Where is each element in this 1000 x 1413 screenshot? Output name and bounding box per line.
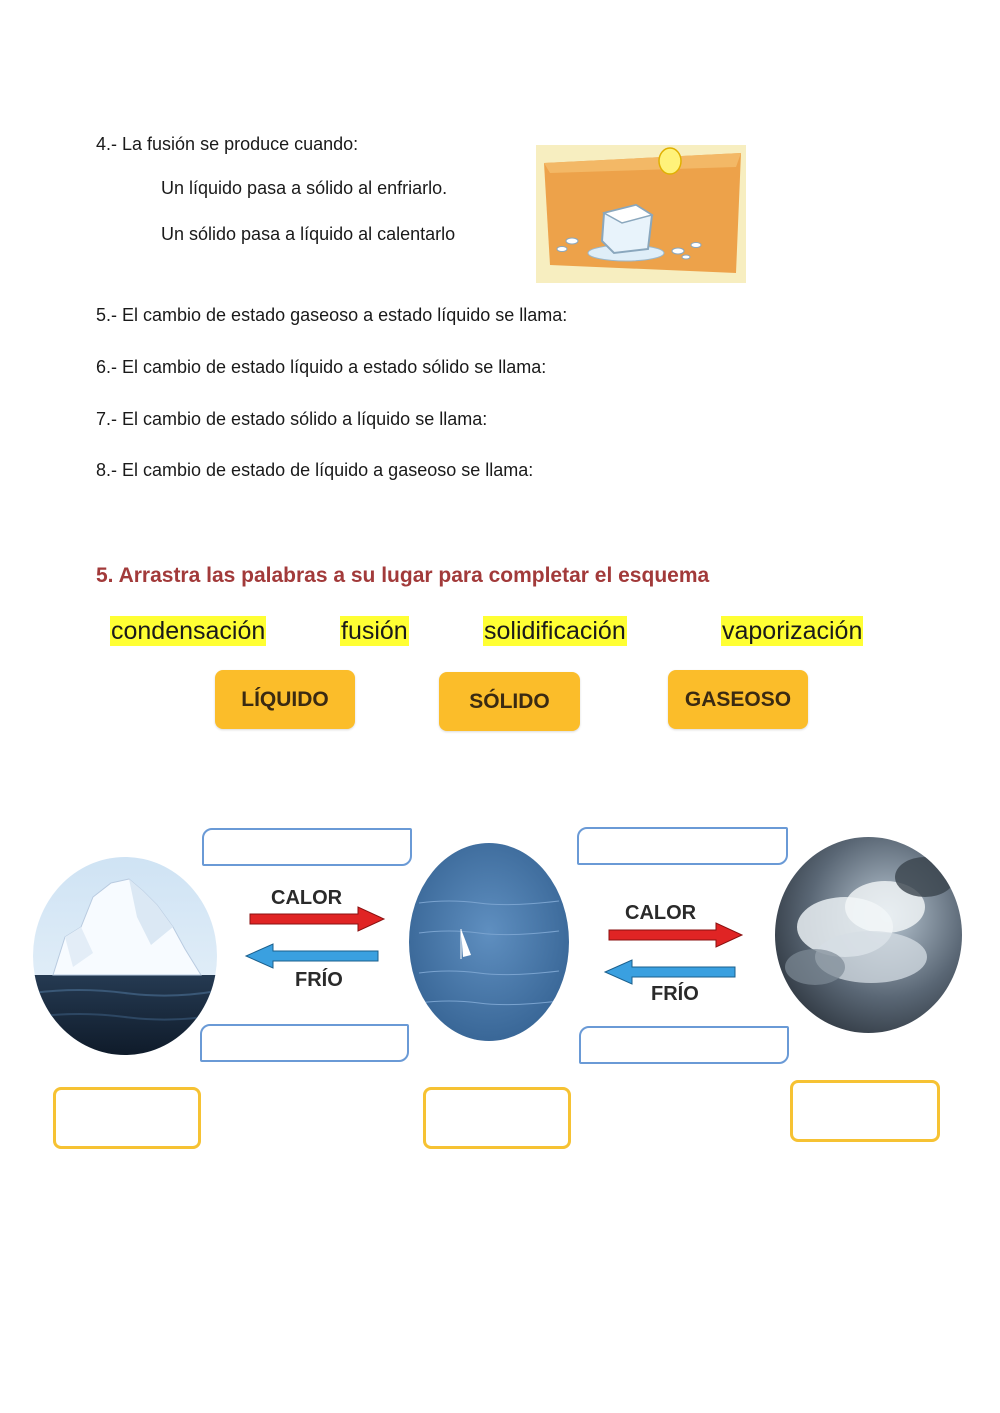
state-liquido[interactable]: LÍQUIDO: [215, 670, 355, 729]
drop-slot-bottom-left[interactable]: [200, 1024, 409, 1062]
drop-slot-bottom-right[interactable]: [579, 1026, 789, 1064]
drop-slot-state-right[interactable]: [790, 1080, 940, 1142]
state-solido[interactable]: SÓLIDO: [439, 672, 580, 731]
word-solidificacion[interactable]: solidificación: [484, 617, 626, 645]
question-4-option-1[interactable]: Un líquido pasa a sólido al enfriarlo.: [161, 178, 448, 198]
word-condensacion[interactable]: condensación: [111, 617, 266, 645]
drop-slot-state-left[interactable]: [53, 1087, 201, 1149]
melting-ice-illustration: [536, 145, 746, 283]
word-fusion[interactable]: fusión: [341, 617, 408, 645]
frio-label-2: FRÍO: [651, 983, 699, 1005]
drop-slot-top-left[interactable]: [202, 828, 412, 866]
clouds-image: [775, 837, 962, 1033]
question-7: 7.- El cambio de estado sólido a líquido se llama:: [96, 409, 488, 429]
iceberg-image: [33, 857, 217, 1055]
drop-slot-top-right[interactable]: [577, 827, 788, 865]
drop-slot-state-center[interactable]: [423, 1087, 571, 1149]
question-4-prompt: 4.- La fusión se produce cuando:: [96, 134, 359, 154]
question-4-option-2[interactable]: Un sólido pasa a líquido al calentarlo: [161, 224, 456, 244]
section-title: 5. Arrastra las palabras a su lugar para completar el esquema: [96, 564, 710, 587]
sea-image: [409, 843, 569, 1041]
calor-label-1: CALOR: [271, 887, 343, 909]
question-8: 8.- El cambio de estado de líquido a gaseoso se llama:: [96, 460, 534, 480]
frio-label-1: FRÍO: [295, 969, 343, 991]
question-5: 5.- El cambio de estado gaseoso a estado líquido se llama:: [96, 305, 568, 325]
calor-label-2: CALOR: [625, 902, 697, 924]
state-gaseoso[interactable]: GASEOSO: [668, 670, 808, 729]
word-vaporizacion[interactable]: vaporización: [722, 617, 863, 645]
question-6: 6.- El cambio de estado líquido a estado sólido se llama:: [96, 357, 547, 377]
